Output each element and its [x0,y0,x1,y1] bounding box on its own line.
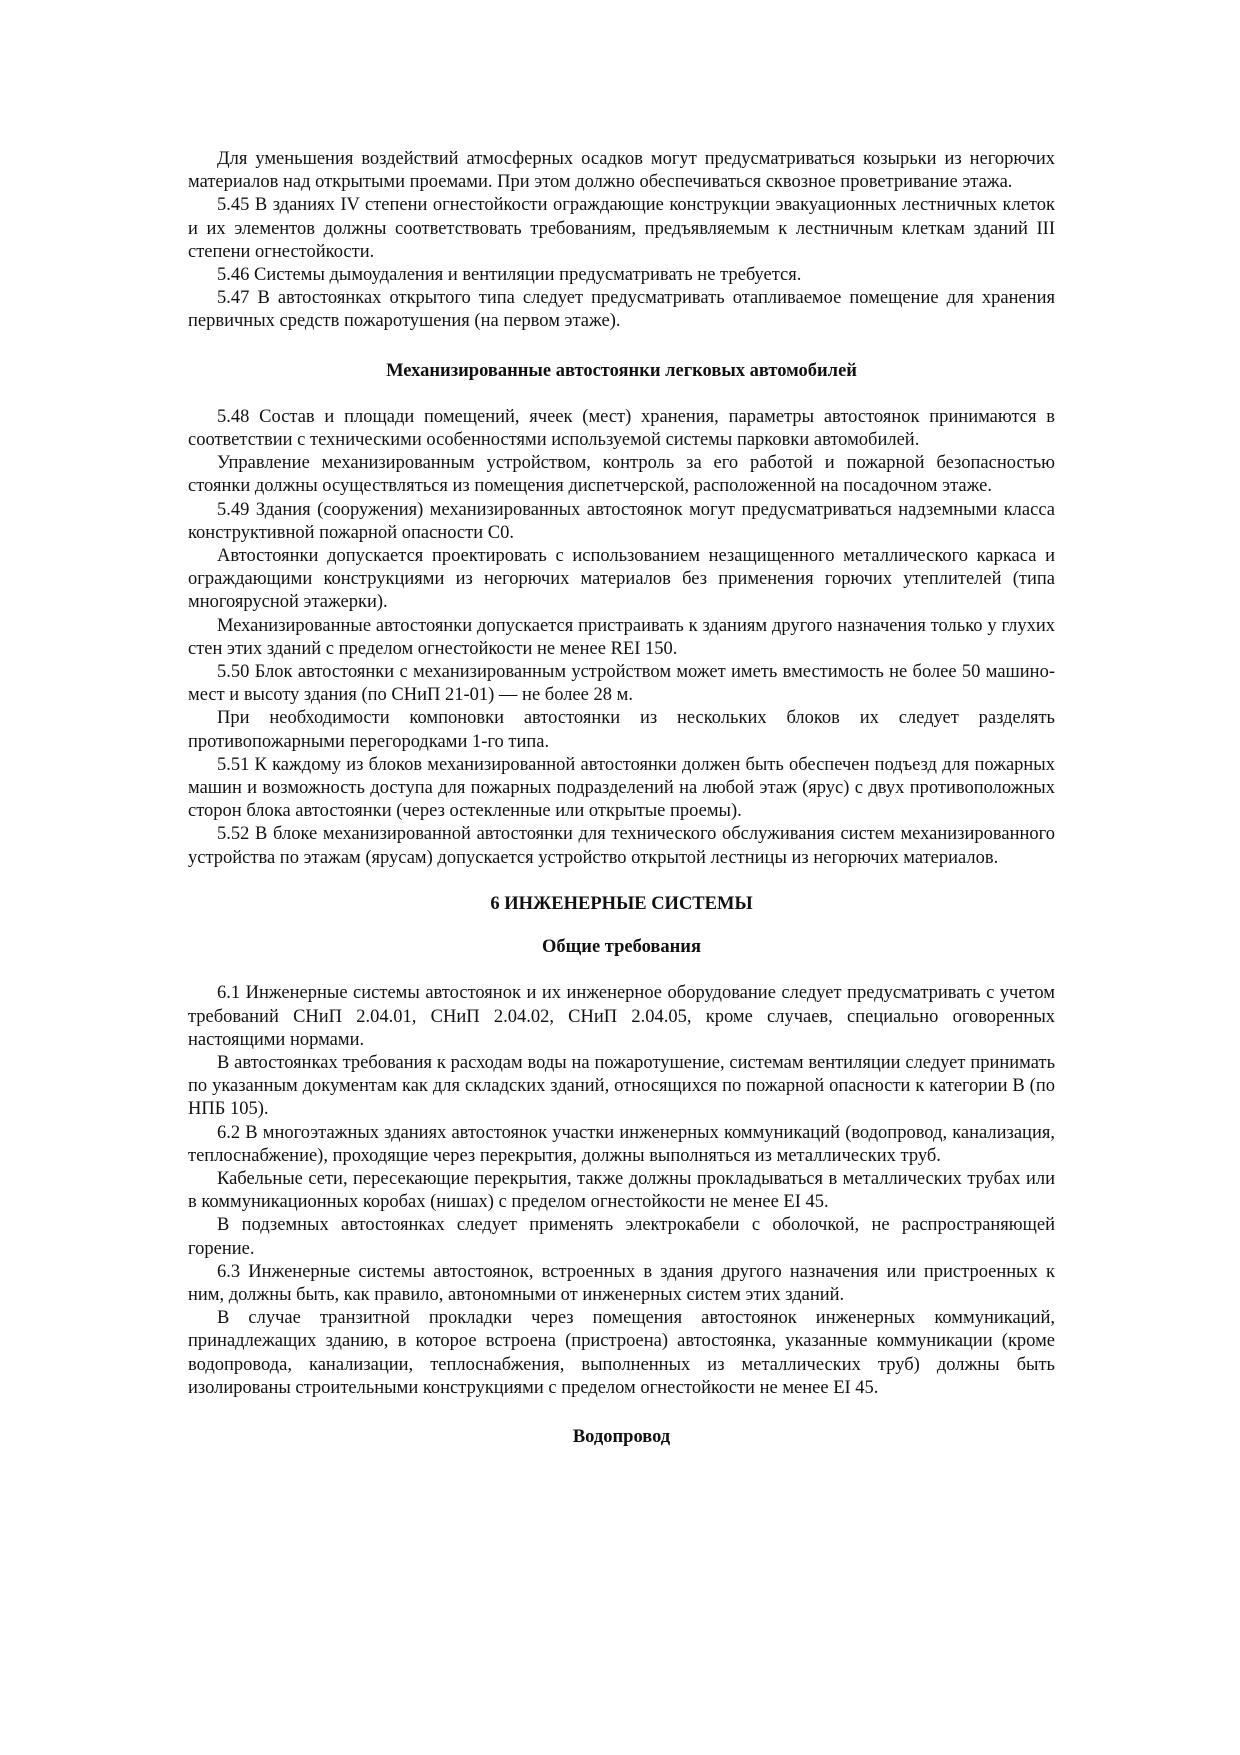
document-page [188,148,1055,1449]
paragraph-5-46: 5.46 Системы дымоудаления и вентиляции предусматривать не требуется. [217,265,802,286]
paragraph-6-1: 6.1 Инженерные системы автостоянок и их инженерное оборудование следует предусматривать с учетом требований СНиП 2.04.01, СНиП 2.04.02, СНиП 2.04.05, кроме случаев, специально оговоренных настоящими нормами. [188,983,1055,1050]
paragraph-5-52: 5.52 В блоке механизированной автостоянки для технического обслуживания систем механизированного устройства по этажам (ярусам) допускается устройство открытой лестницы из негорючих материалов. [188,824,1055,868]
paragraph-5-50: 5.50 Блок автостоянки с механизированным устройством может иметь вместимость не более 50 машино-мест и высоту здания (по СНиП 21-01) — не более 28 м. [188,662,1055,706]
paragraph-underground: В подземных автостоянках следует применять электрокабели с оболочкой, не распространяющей горение. [188,1215,1055,1259]
paragraph-transit: В случае транзитной прокладки через помещения автостоянок инженерных коммуникаций, принадлежащих зданию, в которое встроена (пристроена) автостоянка, указанные коммуникации (кроме водопровода, канализации, теплоснабжения, выполненных из металлических труб) должны быть изолированы строительными конструкциями с пределом огнестойкости не менее EI 45. [188,1308,1055,1398]
paragraph-5-51: 5.51 К каждому из блоков механизированной автостоянки должен быть обеспечен подъезд для пожарных машин и возможность доступа для пожарных подразделений на любой этаж (ярус) с двух противоположных сторон блока автостоянки (через остекленные или открытые проемы). [188,754,1055,822]
paragraph-control: Управление механизированным устройством, контроль за его работой и пожарной безопасностью стоянки должны осуществляться из помещения диспетчерской, расположенной на посадочном этаже. [188,453,1055,497]
paragraph-6-3: 6.3 Инженерные системы автостоянок, встроенных в здания другого назначения или пристроенных к ним, должны быть, как правило, автономными от инженерных систем этих зданий. [188,1261,1055,1305]
paragraph-6-2: 6.2 В многоэтажных зданиях автостоянок участки инженерных коммуникаций (водопровод, канализация, теплоснабжение), проходящие через перекрытия, должны выполняться из металлических труб. [188,1122,1055,1166]
paragraph-5-48: 5.48 Состав и площади помещений, ячеек (мест) хранения, параметры автостоянок принимаются в соответствии с техническими особенностями используемой системы парковки автомобилей. [188,406,1055,451]
paragraph-5-47: 5.47 В автостоянках открытого типа следует предусматривать отапливаемое помещение для хранения первичных средств пожаротушения (на первом этаже). [188,288,1055,332]
paragraph-5-45: 5.45 В зданиях IV степени огнестойкости ограждающие конструкции эвакуационных лестничных клеток и их элементов должны соответствовать требованиям, предъявляемым к лестничным клеткам зданий III степени огнестойкости. [188,195,1055,262]
heading-mechanized-parking: Механизированные автостоянки легковых автомобилей [386,360,857,381]
paragraph-canopies: Для уменьшения воздействий атмосферных осадков могут предусматриваться козырьки из негорючих материалов над открытыми проемами. При этом должно обеспечиваться сквозное проветривание этажа. [188,149,1055,193]
heading-water-supply: Водопровод [572,1426,671,1447]
paragraph-water-demand: В автостоянках требования к расходам воды на пожаротушение, системам вентиляции следует принимать по указанным документам как для складских зданий, относящихся по пожарной опасности к категории В (по НПБ 105). [188,1052,1055,1120]
heading-general-requirements: Общие требования [542,937,701,958]
paragraph-5-49: 5.49 Здания (сооружения) механизированных автостоянок могут предусматриваться надземными класса конструктивной пожарной опасности С0. [188,499,1055,543]
paragraph-attach: Механизированные автостоянки допускается пристраивать к зданиям другого назначения только у глухих стен этих зданий с пределом огнестойкости не менее REI 150. [188,615,1055,659]
paragraph-frame: Автостоянки допускается проектировать с использованием незащищенного металлического каркаса и ограждающими конструкциями из негорючих материалов без применения горючих утеплителей (типа многоярусной этажерки). [188,546,1055,613]
heading-section-6: 6 ИНЖЕНЕРНЫЕ СИСТЕМЫ [490,893,753,914]
paragraph-cables: Кабельные сети, пересекающие перекрытия, также должны прокладываться в металлических трубах или в коммуникационных коробах (нишах) с пределом огнестойкости не менее EI 45. [188,1168,1055,1213]
paragraph-blocks: При необходимости компоновки автостоянки из нескольких блоков их следует разделять противопожарными перегородками 1-го типа. [188,708,1055,752]
